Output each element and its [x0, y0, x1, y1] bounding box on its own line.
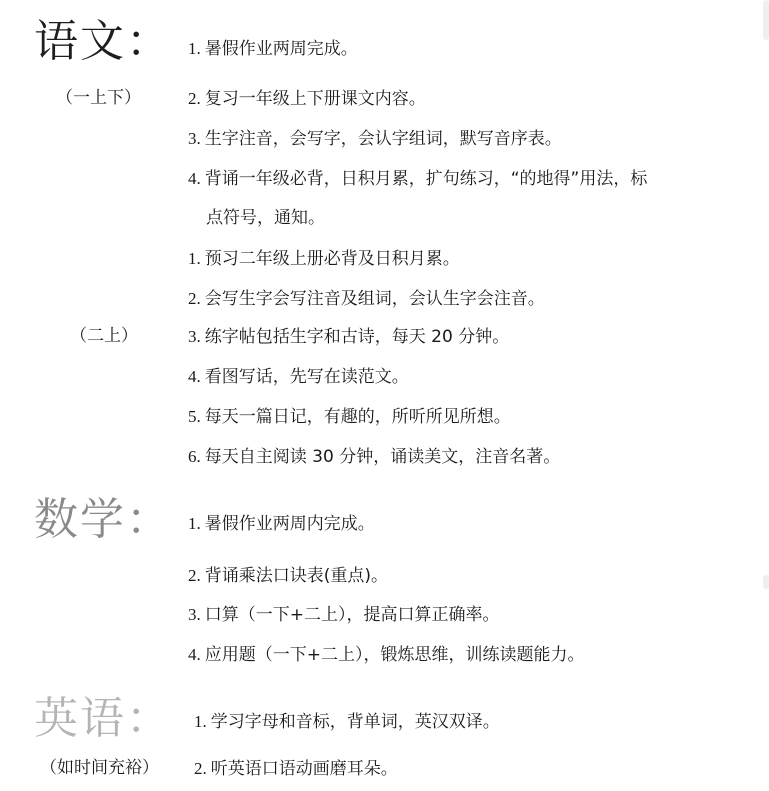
page-edge-mark [763, 0, 769, 40]
item-text: 看图写话，先写在读范文。 [204, 367, 409, 387]
item-number: 1. [194, 712, 207, 731]
item-text: 暑假作业两周完成。 [204, 39, 358, 59]
item-number: 4. [188, 645, 201, 664]
item-number: 1. [188, 39, 201, 58]
chinese-heading: 语文： [34, 16, 172, 67]
item-number: 2. [194, 759, 207, 778]
item-number: 6. [188, 447, 201, 466]
list-item [188, 515, 375, 533]
item-text: 练字帖包括生字和古诗，每天 20 分钟。 [204, 327, 510, 347]
list-item [188, 130, 562, 148]
item-number: 2. [188, 289, 201, 308]
item-text: 预习二年级上册必背及日积月累。 [204, 249, 460, 269]
list-item [188, 170, 647, 188]
item-text: 听英语口语动画磨耳朵。 [210, 759, 398, 779]
list-item [188, 567, 388, 585]
list-item [188, 40, 358, 58]
item-number: 3. [188, 129, 201, 148]
group-label-if-time: （如时间充裕） [40, 758, 159, 778]
item-text: 应用题（一下+二上），锻炼思维，训练读题能力。 [204, 645, 585, 665]
item-number: 2. [188, 566, 201, 585]
item-number: 1. [188, 249, 201, 268]
list-item [188, 646, 585, 664]
list-item [188, 368, 409, 386]
list-item [188, 448, 560, 466]
list-item [188, 408, 511, 426]
item-number: 4. [188, 169, 201, 188]
item-text: 点符号，通知。 [206, 208, 325, 228]
list-item-continuation [206, 210, 325, 227]
item-text: 背诵乘法口诀表(重点)。 [204, 566, 389, 586]
item-text: 口算（一下+二上），提高口算正确率。 [204, 605, 500, 625]
item-text: 暑假作业两周内完成。 [204, 514, 375, 534]
item-text: 会写生字会写注音及组词，会认生字会注音。 [204, 289, 545, 309]
list-item [188, 250, 460, 268]
group-label-grade1: （一上下） [56, 88, 141, 108]
page-edge-mark [763, 575, 769, 589]
item-text: 每天自主阅读 30 分钟，诵读美文，注音名著。 [204, 447, 561, 467]
item-number: 1. [188, 514, 201, 533]
english-heading: 英语： [34, 693, 172, 744]
item-number: 3. [188, 605, 201, 624]
list-item [188, 606, 500, 624]
list-item [194, 760, 398, 778]
item-number: 3. [188, 327, 201, 346]
list-item [188, 328, 509, 346]
item-text: 每天一篇日记，有趣的，所听所见所想。 [204, 407, 511, 427]
item-number: 4. [188, 367, 201, 386]
list-item [188, 90, 426, 108]
item-text: 复习一年级上下册课文内容。 [204, 89, 426, 109]
item-number: 2. [188, 89, 201, 108]
item-number: 5. [188, 407, 201, 426]
item-text: 生字注音，会写字，会认字组词，默写音序表。 [204, 129, 562, 149]
group-label-grade2: （二上） [70, 326, 138, 346]
item-text: 学习字母和音标，背单词，英汉双译。 [210, 712, 500, 732]
math-heading: 数学： [34, 494, 172, 545]
list-item [188, 290, 545, 308]
item-text: 背诵一年级必背，日积月累，扩句练习，“的地得”用法，标 [204, 169, 648, 189]
list-item [194, 713, 500, 731]
